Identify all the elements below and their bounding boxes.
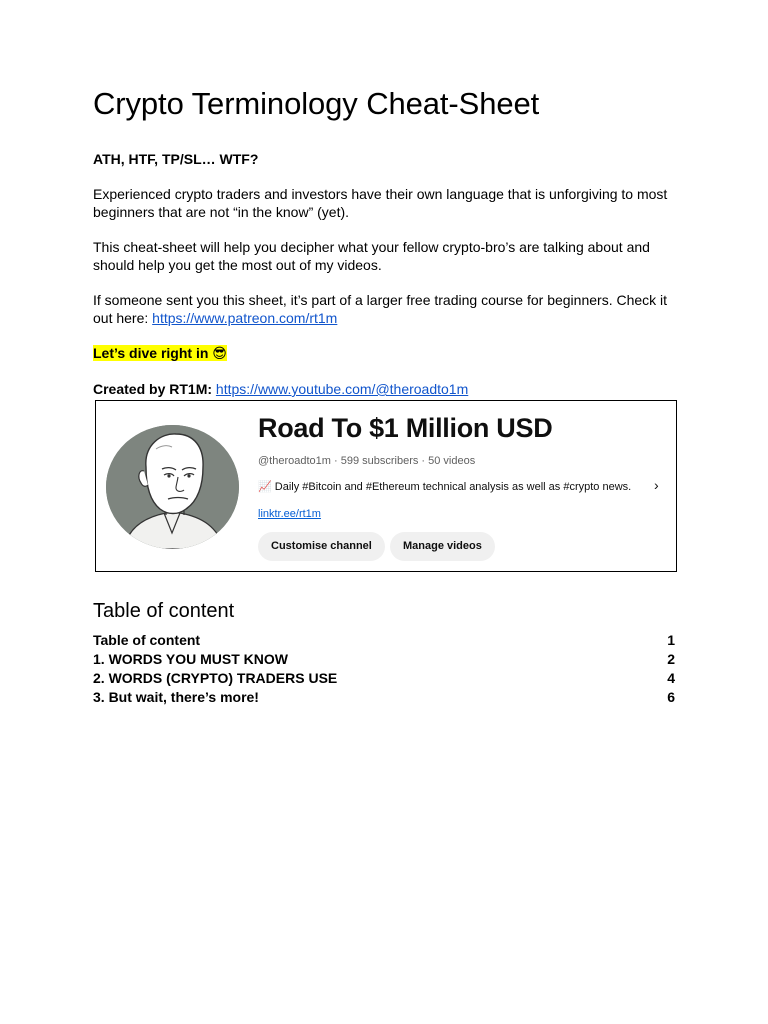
toc-page: 2	[667, 651, 675, 667]
channel-link[interactable]: linktr.ee/rt1m	[258, 508, 321, 520]
channel-name: Road To $1 Million USD	[258, 413, 553, 443]
toc-page: 4	[667, 670, 675, 686]
table-of-contents	[93, 631, 675, 707]
avatar[interactable]	[106, 425, 239, 549]
created-by-paragraph	[93, 380, 675, 398]
dive-paragraph	[93, 344, 675, 362]
purpose-paragraph: This cheat-sheet will help you decipher what your fellow crypto-bro’s are talking about and should help you get the most out of my videos.	[93, 239, 650, 273]
toc-row[interactable]	[93, 669, 675, 688]
toc-label: Table of content	[93, 632, 201, 648]
course-paragraph	[93, 291, 675, 327]
toc-label: 3. But wait, there’s more!	[93, 689, 259, 705]
toc-row[interactable]	[93, 631, 675, 650]
channel-description[interactable]: 📈 Daily #Bitcoin and #Ethereum technical analysis as well as #crypto news.	[258, 481, 632, 493]
youtube-channel-card	[95, 400, 677, 572]
toc-page: 6	[667, 689, 675, 705]
patreon-link[interactable]: https://www.patreon.com/rt1m	[152, 310, 338, 326]
channel-meta: @theroadto1m · 599 subscribers · 50 videos	[258, 455, 476, 467]
toc-page: 1	[667, 632, 675, 648]
customise-channel-button[interactable]: Customise channel	[258, 532, 385, 561]
wojak-avatar-icon	[106, 425, 239, 549]
toc-label: 2. WORDS (CRYPTO) TRADERS USE	[93, 670, 338, 686]
toc-label: 1. WORDS YOU MUST KNOW	[93, 651, 288, 667]
toc-row[interactable]	[93, 650, 675, 669]
dive-highlight: Let’s dive right in 😎	[93, 345, 227, 361]
intro-paragraph: Experienced crypto traders and investors have their own language that is unforgiving to most beginners that are not “in the know” (yet).	[93, 186, 668, 220]
course-text: If someone sent you this sheet, it’s part of a larger free trading course for beginners. Check it out here:	[93, 292, 668, 326]
toc-row[interactable]	[93, 688, 675, 707]
document-title: Crypto Terminology Cheat-Sheet	[93, 86, 540, 121]
youtube-link[interactable]: https://www.youtube.com/@theroadto1m	[215, 381, 469, 397]
created-by-label: Created by RT1M:	[93, 381, 213, 397]
manage-videos-button[interactable]: Manage videos	[390, 532, 495, 561]
subtitle: ATH, HTF, TP/SL… WTF?	[93, 151, 259, 167]
toc-heading: Table of content	[93, 600, 235, 622]
chevron-right-icon[interactable]: ›	[654, 477, 659, 493]
